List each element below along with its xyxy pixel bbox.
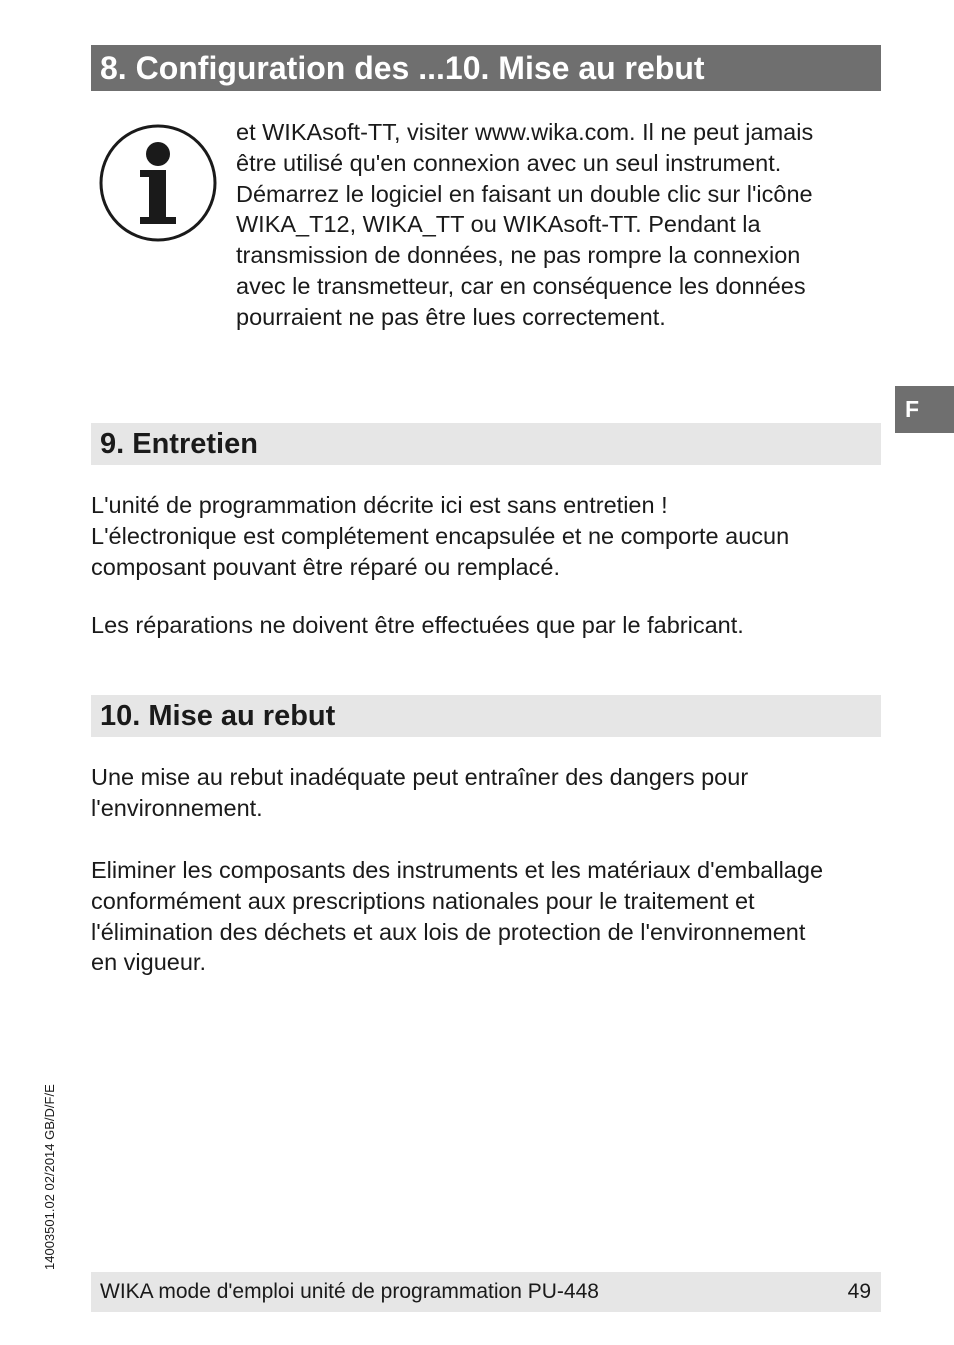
- section-heading-entretien: 9. Entretien: [91, 423, 881, 465]
- info-note-line: WIKA_T12, WIKA_TT ou WIKAsoft-TT. Pendant la: [236, 211, 761, 238]
- paragraph-line: l'élimination des déchets et aux lois de protection de l'environnement: [91, 918, 806, 945]
- paragraph: [91, 610, 891, 641]
- paragraph: [91, 762, 891, 824]
- info-note-line: et WIKAsoft-TT, visiter www.wika.com. Il ne peut jamais: [236, 119, 814, 145]
- paragraph: [91, 490, 891, 582]
- paragraph: [91, 855, 891, 978]
- paragraph-line: en vigueur.: [91, 949, 206, 976]
- section-heading-mise-au-rebut: 10. Mise au rebut: [91, 695, 881, 737]
- page-number: 49: [847, 1280, 871, 1303]
- info-note-line: transmission de données, ne pas rompre la connexion: [236, 242, 801, 269]
- paragraph-line: L'électronique est complétement encapsulée et ne comporte aucun: [91, 522, 790, 549]
- document-code: 14003501.02 02/2014 GB/D/F/E: [42, 1084, 57, 1270]
- paragraph-line: conformément aux prescriptions nationales pour le traitement et: [91, 887, 755, 914]
- paragraph-line: composant pouvant être réparé ou remplacé.: [91, 553, 560, 580]
- info-icon: [98, 123, 218, 243]
- paragraph-line: l'environnement.: [91, 794, 263, 821]
- info-note-line: être utilisé qu'en connexion avec un seul instrument.: [236, 149, 782, 176]
- chapter-header: 8. Configuration des ...10. Mise au rebut: [91, 45, 881, 91]
- paragraph-line: L'unité de programmation décrite ici est sans entretien !: [91, 492, 668, 518]
- info-note: [236, 117, 876, 333]
- paragraph-line: Eliminer les composants des instruments et les matériaux d'emballage: [91, 857, 824, 883]
- info-note-line: avec le transmetteur, car en conséquence les données: [236, 272, 806, 299]
- paragraph-line: Une mise au rebut inadéquate peut entraîner des dangers pour: [91, 764, 749, 790]
- info-note-line: pourraient ne pas être lues correctement.: [236, 303, 666, 330]
- info-note-line: Démarrez le logiciel en faisant un double clic sur l'icône: [236, 180, 813, 207]
- language-tab: F: [895, 386, 954, 433]
- paragraph-line: Les réparations ne doivent être effectuées que par le fabricant.: [91, 612, 744, 638]
- footer-title: WIKA mode d'emploi unité de programmation PU-448: [100, 1280, 599, 1303]
- page-footer: [91, 1272, 881, 1312]
